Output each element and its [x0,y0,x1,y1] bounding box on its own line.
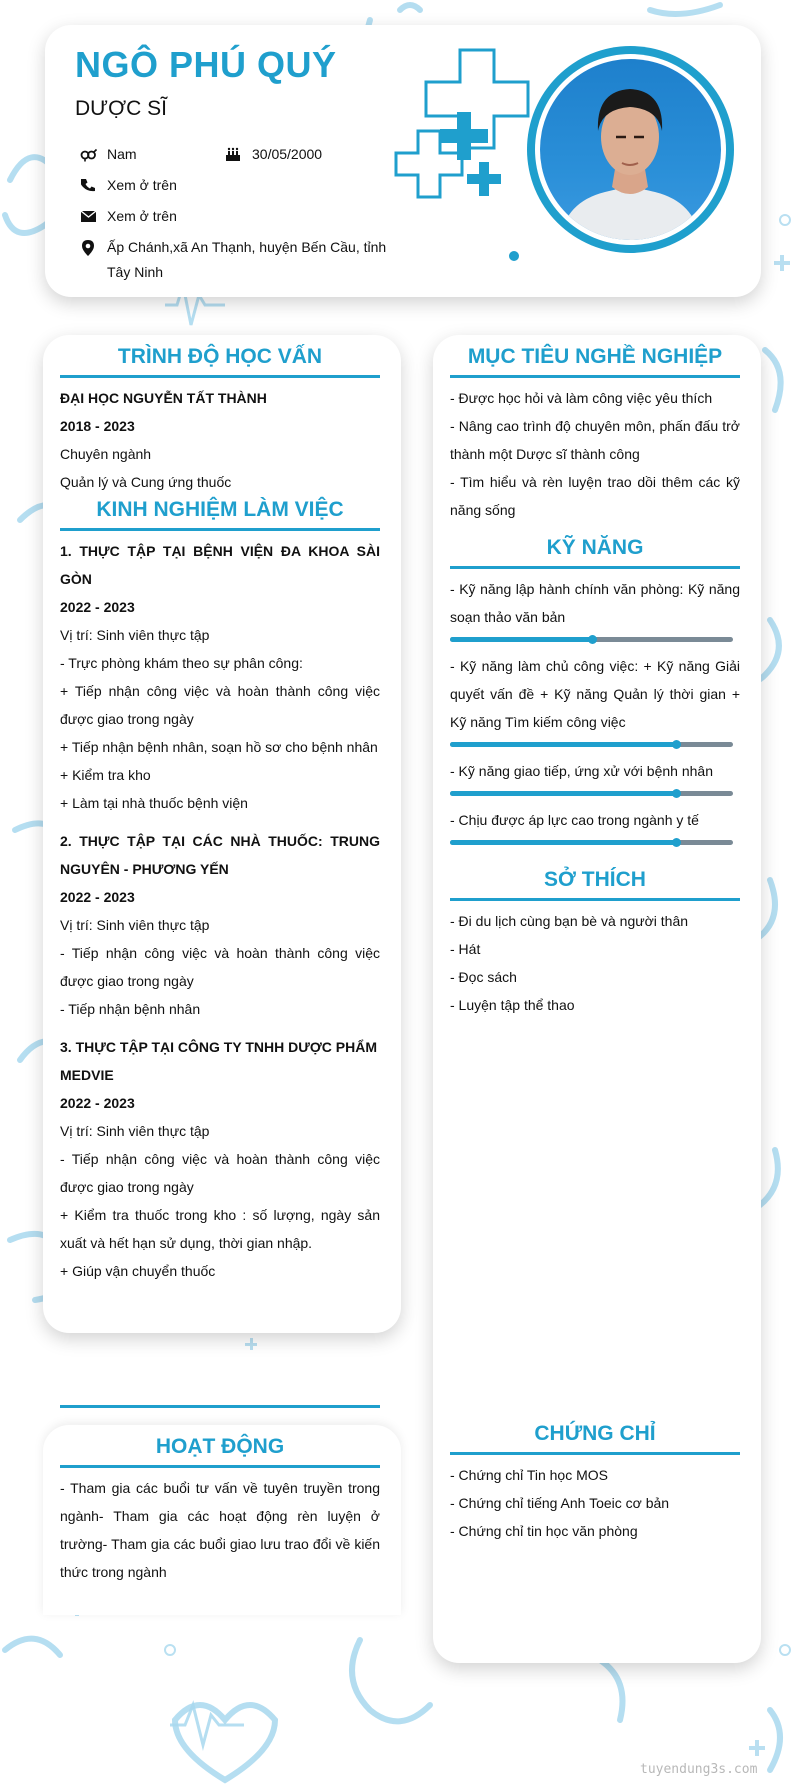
job-1-line: + Kiểm tra kho [60,767,151,783]
email-icon [79,204,97,229]
job-1-line: + Tiếp nhận công việc và hoàn thành công việc [60,683,380,699]
gender-row [79,142,137,167]
certificate-item: - Chứng chỉ tin học văn phòng [450,1523,638,1539]
education-years: 2018 - 2023 [60,418,135,434]
birthday-cake-icon [224,142,242,167]
address-line-1: Ấp Chánh,xã An Thạnh, huyện Bến Cầu, tỉnh [107,239,387,255]
job-2-line: được giao trong ngày [60,973,194,989]
job-2-line: - Tiếp nhận bệnh nhân [60,1001,201,1017]
activities-divider [60,1465,380,1468]
job-2-years: 2022 - 2023 [60,889,135,905]
skills-section-title: KỸ NĂNG [546,536,644,559]
objective-divider [450,375,740,378]
email-row [79,204,177,229]
education-section-title: TRÌNH ĐỘ HỌC VẤN [117,345,323,368]
map-pin-icon [79,235,97,260]
skill-1-line: - Kỹ năng lập hành chính văn phòng: Kỹ năng [450,581,740,597]
skill-2-line: Kỹ năng Tìm kiếm công việc [450,714,626,730]
page-break-divider [60,1405,380,1408]
address-row [79,235,386,285]
watermark: tuyendung3s.com [640,1762,758,1777]
job-2-line: Vị trí: Sinh viên thực tập [60,917,210,933]
avatar [527,46,734,253]
hobbies-divider [450,898,740,901]
hobby-item: - Luyện tập thể thao [450,997,575,1013]
address-value [107,235,386,285]
education-major-label: Chuyên ngành [60,446,152,462]
skill-3-line: - Kỹ năng giao tiếp, ứng xử với bệnh nhân [450,763,713,779]
candidate-job-title: DƯỢC SĨ [75,97,167,120]
activities-line: trường- Tham gia các buổi giao lưu trao đổi về kiến [60,1536,380,1552]
certificates-section-title: CHỨNG CHỈ [534,1422,656,1445]
job-1-line: Vị trí: Sinh viên thực tập [60,627,210,643]
skill-2-line: quyết vấn đề + Kỹ năng Quản lý thời gian + [450,686,740,702]
portrait-photo [540,59,721,240]
phone-row [79,173,177,198]
certificate-item: - Chứng chỉ tiếng Anh Toeic cơ bản [450,1495,670,1511]
objective-line: - Nâng cao trình độ chuyên môn, phấn đấu trở [450,418,740,434]
phone-icon [79,173,97,198]
certificate-item: - Chứng chỉ Tin học MOS [450,1467,608,1483]
skill-2-level-bar [450,742,733,747]
job-2-line: - Tiếp nhận công việc và hoàn thành công việc [60,945,380,961]
activities-line: ngành- Tham gia các hoạt động rèn luyện ở [60,1508,380,1524]
education-school: ĐẠI HỌC NGUYỄN TẤT THÀNH [60,390,267,406]
job-1-line: + Làm tại nhà thuốc bệnh viện [60,795,248,811]
phone-value: Xem ở trên [107,177,177,193]
objective-section-title: MỤC TIÊU NGHỀ NGHIỆP [467,345,723,368]
activities-line: thức trong ngành [60,1564,167,1580]
job-1-heading-line-1: 1. THỰC TẬP TẠI BỆNH VIỆN ĐA KHOA SÀI [60,543,380,559]
objective-line: - Được học hỏi và làm công việc yêu thích [450,390,713,406]
job-1-line: + Tiếp nhận bệnh nhân, soạn hồ sơ cho bệnh nhân [60,739,378,755]
job-3-line: được giao trong ngày [60,1179,194,1195]
job-3-line: + Kiểm tra thuốc trong kho : số lượng, ngày sản [60,1207,380,1223]
job-1-years: 2022 - 2023 [60,599,135,615]
job-3-heading-line-1: 3. THỰC TẬP TẠI CÔNG TY TNHH DƯỢC PHẨM [60,1039,377,1055]
activities-line: - Tham gia các buổi tư vấn về tuyên truyền trong [60,1480,380,1496]
skill-1-level-bar [450,637,733,642]
activities-section-title: HOẠT ĐỘNG [155,1435,285,1458]
skill-2-line: - Kỹ năng làm chủ công việc: + Kỹ năng Giải [450,658,740,674]
objective-line: thành một Dược sĩ thành công [450,446,640,462]
experience-divider [60,528,380,531]
job-1-line: được giao trong ngày [60,711,194,727]
education-divider [60,375,380,378]
job-3-line: - Tiếp nhận công việc và hoàn thành công việc [60,1151,380,1167]
job-2-heading-line-1: 2. THỰC TẬP TẠI CÁC NHÀ THUỐC: TRUNG [60,833,380,849]
education-major: Quản lý và Cung ứng thuốc [60,474,232,490]
gender-value: Nam [107,146,137,162]
job-1-line: - Trực phòng khám theo sự phân công: [60,655,303,671]
hobby-item: - Hát [450,941,481,957]
skill-3-level-bar [450,791,733,796]
job-3-line: Vị trí: Sinh viên thực tập [60,1123,210,1139]
job-1-heading-line-2: GÒN [60,571,92,587]
gender-icon [79,142,97,167]
experience-section-title: KINH NGHIỆM LÀM VIỆC [96,498,344,521]
hobby-item: - Đọc sách [450,969,517,985]
skill-4-line: - Chịu được áp lực cao trong ngành y tế [450,812,699,828]
job-3-line: xuất và hết hạn sử dụng, thời gian nhập. [60,1235,313,1251]
job-3-years: 2022 - 2023 [60,1095,135,1111]
objective-line: - Tìm hiểu và rèn luyện trao dồi thêm các kỹ [450,474,740,490]
hobby-item: - Đi du lịch cùng bạn bè và người thân [450,913,689,929]
birthdate-row [224,142,322,167]
skill-1-line: soạn thảo văn bản [450,609,566,625]
email-value: Xem ở trên [107,208,177,224]
objective-line: năng sống [450,502,516,518]
skill-4-level-bar [450,840,733,845]
birthdate-value: 30/05/2000 [252,146,323,162]
hobbies-section-title: SỞ THÍCH [544,868,646,891]
candidate-name: NGÔ PHÚ QUÝ [75,44,337,85]
address-line-2: Tây Ninh [107,264,164,280]
certificates-divider [450,1452,740,1455]
job-3-heading-line-2: MEDVIE [60,1067,114,1083]
job-2-heading-line-2: NGUYÊN - PHƯƠNG YẾN [60,861,229,877]
job-3-line: + Giúp vận chuyển thuốc [60,1263,216,1279]
skills-divider [450,566,740,569]
